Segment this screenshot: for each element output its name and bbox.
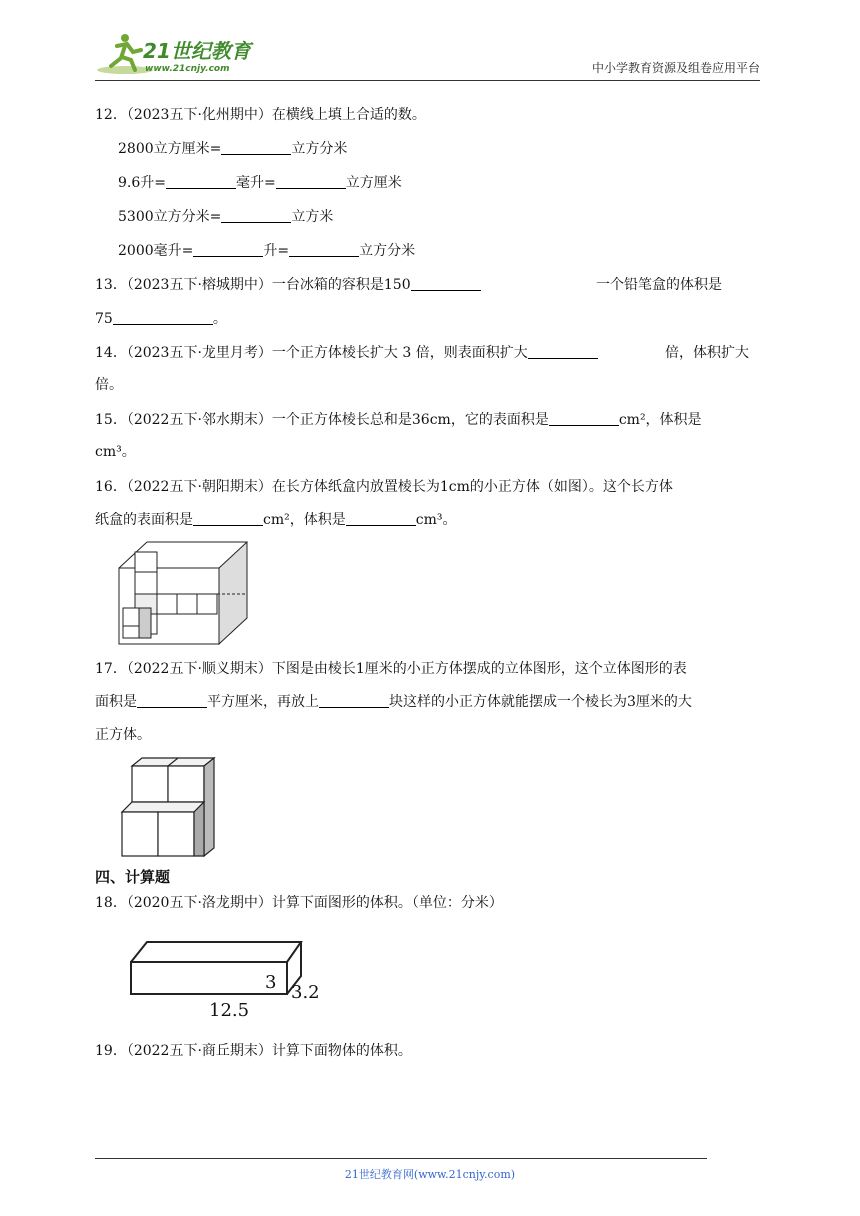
site-logo (95, 30, 265, 76)
q16-box-figure (115, 538, 253, 648)
q13-line1-right: 一个铅笔盒的体积是 (596, 277, 722, 293)
q19-line1: 19．（2022五下·商丘期末）计算下面物体的体积。 (95, 1043, 412, 1059)
dim-length-label: 12.5 (209, 1000, 250, 1021)
q13-line2: 75 。 (95, 311, 227, 327)
q12-line4: 2000毫升= 升= 立方分米 (118, 243, 416, 259)
q18-line1: 18．（2020五下·洛龙期中）计算下面图形的体积。（单位：分米） (95, 895, 503, 911)
q16-line1: 16．（2022五下·朝阳期末）在长方体纸盒内放置棱长为1cm的小正方体（如图）。这个长方体 (95, 479, 673, 495)
answer-blank[interactable] (221, 208, 291, 223)
q12-line1: 2800立方厘米= 立方分米 (118, 141, 348, 157)
answer-blank[interactable] (137, 693, 207, 708)
q17-line2: 面积是 平方厘米，再放上 块这样的小正方体就能摆成一个棱长为3厘米的大 (95, 694, 692, 710)
q15-line1: 15．（2022五下·邻水期末）一个正方体棱长总和是36cm，它的表面积是 cm²，体积是 (95, 412, 702, 428)
q17-line3: 正方体。 (95, 727, 151, 743)
q15-line2: cm³。 (95, 444, 136, 460)
q14-line2: 倍。 (95, 377, 123, 393)
answer-blank[interactable] (221, 140, 291, 155)
answer-blank[interactable] (193, 242, 263, 257)
q16-line2: 纸盒的表面积是 cm²，体积是 cm³。 (95, 512, 457, 528)
answer-blank[interactable] (319, 693, 389, 708)
answer-blank[interactable] (276, 174, 346, 189)
answer-blank[interactable] (289, 242, 359, 257)
q17-line1: 17．（2022五下·顺义期末）下图是由棱长1厘米的小正方体摆成的立体图形，这个立体图形的表 (95, 661, 687, 677)
q12-line3: 5300立方分米= 立方米 (118, 209, 334, 225)
answer-blank[interactable] (411, 276, 481, 291)
q18-cuboid-figure (125, 932, 325, 1022)
dim-width-label: 3.2 (291, 982, 320, 1003)
q13-line1: 13．（2023五下·榕城期中）一台冰箱的容积是150 (95, 276, 481, 294)
footer-text: 21世纪教育网(www.21cnjy.com) (344, 1168, 516, 1181)
logo-url: www.21cnjy.com (145, 64, 230, 74)
q12-line2: 9.6升= 毫升= 立方厘米 (118, 175, 402, 191)
logo-text: 21世纪教育 (143, 39, 251, 63)
q14-line1: 14．（2023五下·龙里月考）一个正方体棱长扩大 3 倍，则表面积扩大 (95, 344, 598, 362)
answer-blank[interactable] (346, 511, 416, 526)
platform-name: 中小学教育资源及组卷应用平台 (591, 61, 760, 75)
page-header (95, 28, 760, 81)
answer-blank[interactable] (549, 411, 619, 426)
footer-divider (95, 1158, 707, 1159)
section-title: 四、计算题 (95, 868, 171, 886)
q17-cubes-figure (118, 756, 223, 859)
dim-height-label: 3 (265, 972, 277, 993)
q12-stem: 12．（2023五下·化州期中）在横线上填上合适的数。 (95, 107, 426, 123)
answer-blank[interactable] (113, 310, 213, 325)
answer-blank[interactable] (193, 511, 263, 526)
q14-line1-right: 倍，体积扩大 (665, 345, 749, 361)
answer-blank[interactable] (528, 344, 598, 359)
answer-blank[interactable] (166, 174, 236, 189)
